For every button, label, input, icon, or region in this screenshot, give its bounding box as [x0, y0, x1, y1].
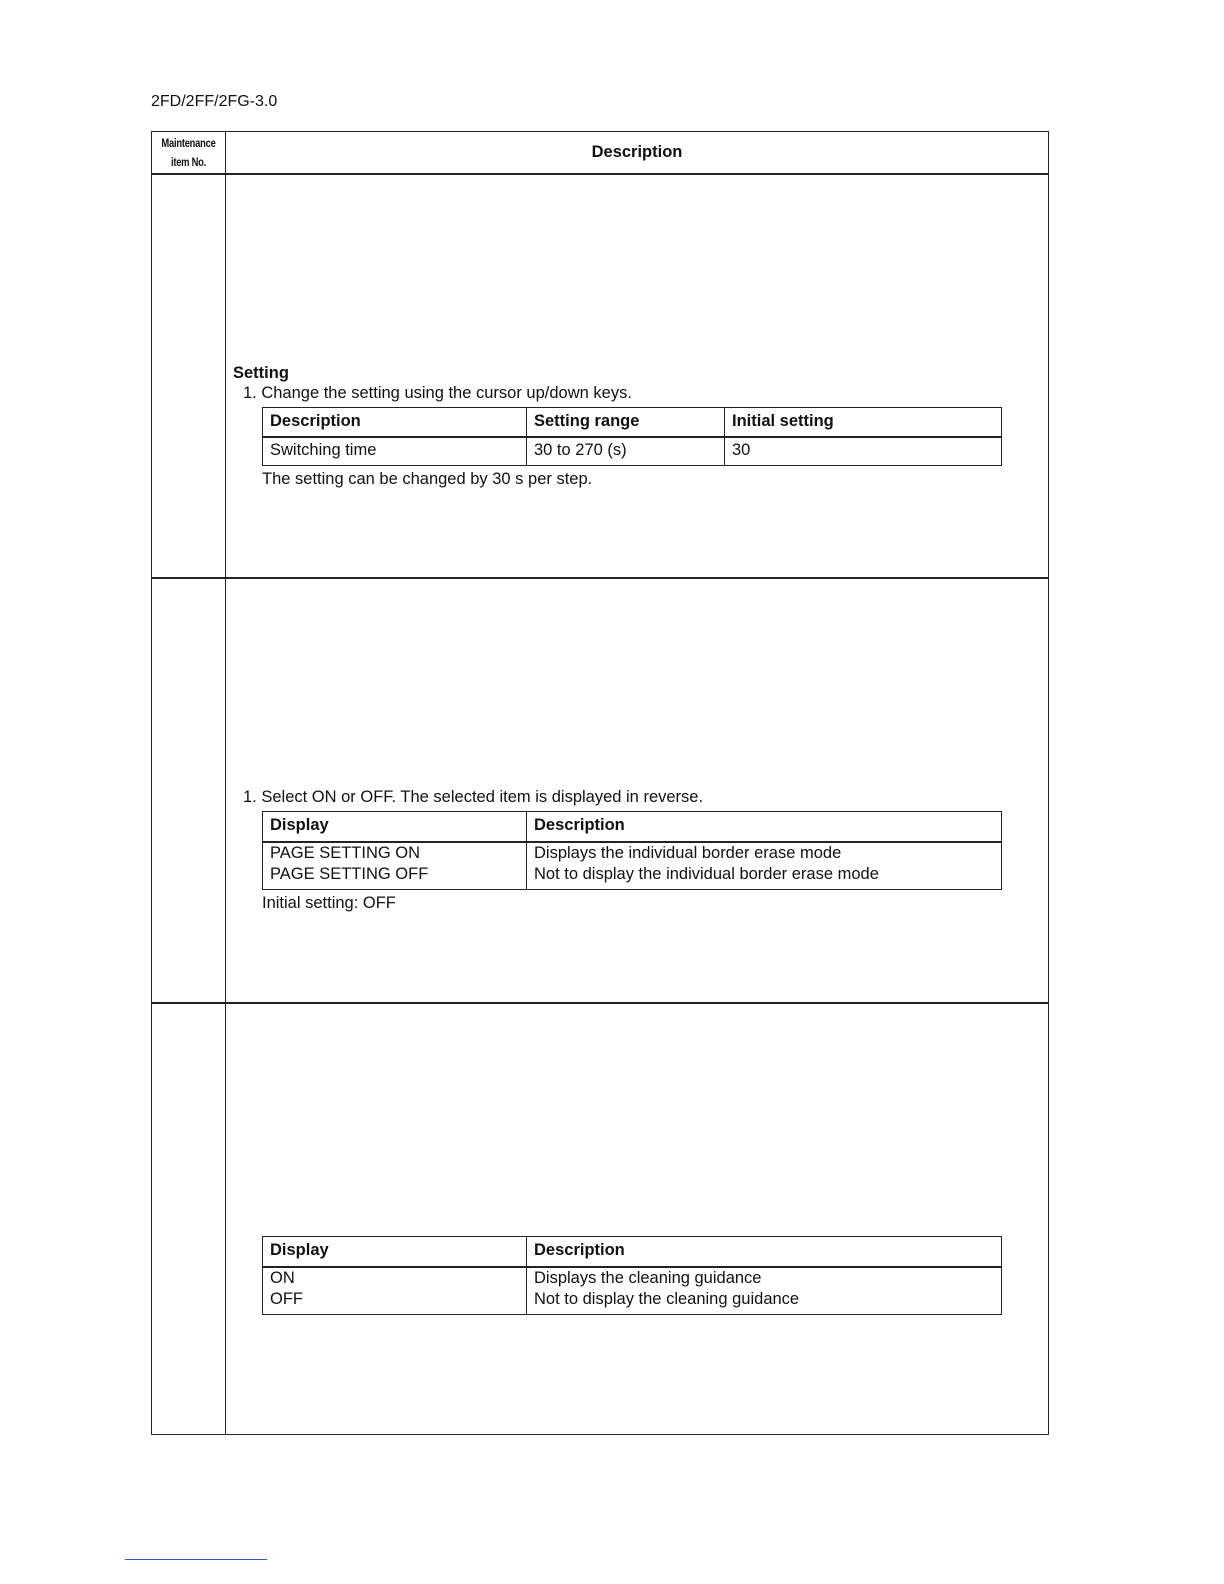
table-header-cell: Display [270, 1241, 329, 1259]
header-item-number [160, 134, 217, 172]
display-option-table [262, 811, 1002, 890]
table-header-cell: Initial setting [732, 412, 834, 430]
table-cell: ON [270, 1269, 295, 1287]
table-header-divider [263, 436, 1001, 438]
note-text: Initial setting: OFF [262, 894, 396, 912]
table-column-divider [526, 812, 527, 889]
header-divider [152, 173, 1048, 175]
table-cell: Not to display the individual border erase mode [534, 865, 879, 883]
note-text: The setting can be changed by 30 s per step. [262, 470, 593, 488]
table-cell: OFF [270, 1290, 303, 1308]
footer-link-underline[interactable] [125, 1559, 267, 1560]
table-header-cell: Description [534, 816, 625, 834]
header-item-label-line2: item No. [170, 155, 207, 169]
step-instruction: 1. Change the setting using the cursor up/down keys. [243, 384, 632, 402]
table-header-cell: Description [270, 412, 361, 430]
header-item-label-line1: Maintenance [161, 136, 216, 150]
step-instruction: 1. Select ON or OFF. The selected item is displayed in reverse. [243, 788, 704, 806]
header-description: Description [591, 143, 683, 161]
table-cell: 30 [732, 441, 751, 459]
table-header-cell: Description [534, 1241, 625, 1259]
table-cell: Displays the cleaning guidance [534, 1269, 762, 1287]
table-cell: PAGE SETTING OFF [270, 865, 429, 883]
row-divider [152, 577, 1048, 579]
row-divider [152, 1002, 1048, 1004]
column-divider [225, 132, 226, 1434]
table-cell: 30 to 270 (s) [534, 441, 627, 459]
table-header-cell: Setting range [534, 412, 640, 430]
display-option-table [262, 1236, 1002, 1315]
table-cell: PAGE SETTING ON [270, 844, 421, 862]
table-cell: Switching time [270, 441, 377, 459]
setting-range-table [262, 407, 1002, 466]
setting-title: Setting [233, 364, 289, 382]
table-column-divider [526, 1237, 527, 1314]
table-header-cell: Display [270, 816, 329, 834]
maintenance-table [151, 131, 1049, 1435]
table-cell: Displays the individual border erase mode [534, 844, 842, 862]
document-id: 2FD/2FF/2FG-3.0 [151, 93, 278, 110]
table-cell: Not to display the cleaning guidance [534, 1290, 800, 1308]
